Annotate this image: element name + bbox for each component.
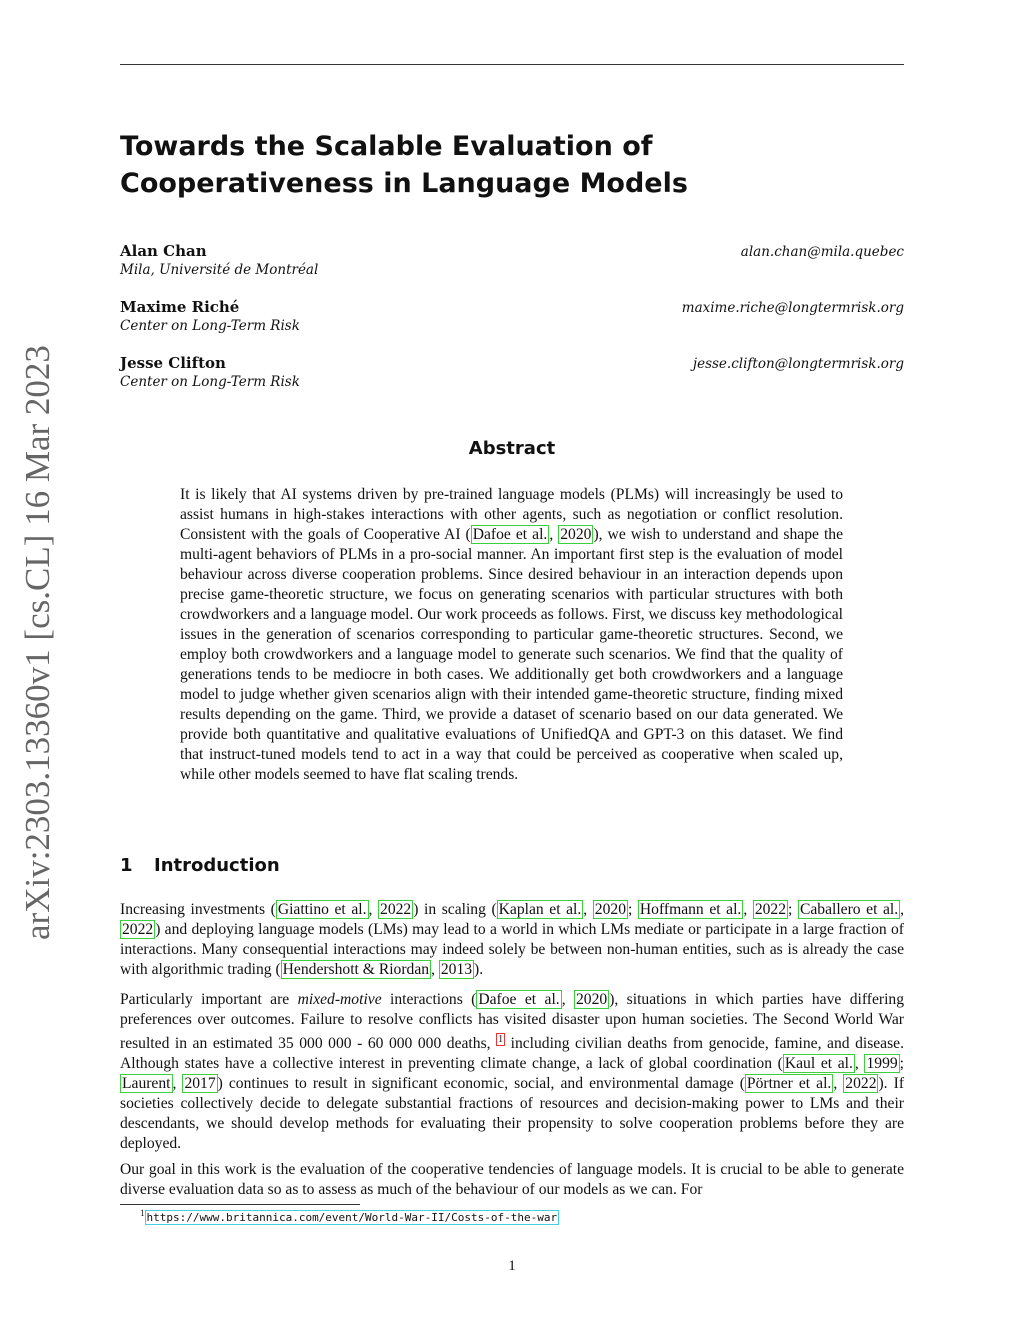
citation-link[interactable]: Kaul et al. (784, 1055, 853, 1073)
citation-link[interactable]: 2020 (594, 901, 626, 918)
author-affiliation: Center on Long-Term Risk (120, 374, 300, 390)
citation-link[interactable]: Hendershott & Riordan (282, 961, 430, 978)
arxiv-stamp: arXiv:2303.13360v1 [cs.CL] 16 Mar 2023 (18, 345, 57, 940)
body-paragraph: Particularly important are mixed-motive interactions ( Dafoe et al. , 2020 ), situations in which parties have differing preferences over outcomes. Failure to resolve conflicts has visited disaster upon human societies. The Second World War resulted in an estimated 35 000 000 - 60 000 000 deaths, $^1$ including civilian deaths from genocide, famine, and disease. Although states have a collective interest in preventing climate change, a lack of global coordination ( Kaul et al. , 1999 ; Laurent , 2017 ) continues to result in significant economic, social, and environmental damage ( Pörtner et al. , 2022 ). If societies collectively decide to delegate substantial fractions of resources and decision-making power to LMs and their descendants, we should develop methods for evaluating their propensity to solve cooperation problems before they are deployed. (120, 991, 905, 1153)
citation-link[interactable]: Pörtner et al. (746, 1075, 832, 1093)
abstract-heading: Abstract (468, 438, 556, 459)
author-entry (120, 297, 904, 353)
citation-link[interactable]: 2022 (754, 901, 787, 918)
citation-link[interactable]: Dafoe et al. (478, 991, 560, 1008)
body-paragraph: Increasing investments ( Giattino et al. , 2022 ) in scaling ( Kaplan et al. , 2020 ; Hoffmann et al. , 2022 ; Caballero et al. , 2022 ) and deploying language models (LMs) may lead to a world in which LMs mediate or participate in a large fraction of interactions. Many consequential interactions may indeed solely be between non-human entities, such as is already the case with algorithmic trading ( Hendershott & Riordan , 2013 ). (120, 901, 905, 978)
author-email: maxime.riche@longtermrisk.org (681, 300, 904, 316)
page-number: 1 (508, 1258, 516, 1274)
author-email: alan.chan@mila.quebec (740, 244, 904, 260)
citation-link[interactable]: 2022 (122, 921, 154, 938)
author-entry (120, 353, 904, 409)
footnote-rule (120, 1204, 360, 1205)
paper-title: Towards the Scalable Evaluation of Cooperativeness in Language Models (120, 131, 688, 199)
author-name: Jesse Clifton (120, 354, 226, 372)
section-number: 1 (120, 855, 133, 876)
citation-link[interactable]: 2022 (380, 901, 412, 918)
citation-link[interactable]: 2013 (440, 961, 473, 978)
author-name: Alan Chan (120, 242, 207, 260)
author-block (120, 241, 904, 409)
body-paragraph: Our goal in this work is the evaluation of the cooperative tendencies of language models. It is crucial to be able to generate diverse evaluation data so as to assess as much of the behaviour of our models as we can. For (120, 1161, 904, 1198)
author-entry (120, 241, 904, 297)
author-name: Maxime Riché (120, 298, 240, 316)
footnote-reference[interactable]: 1 (498, 1034, 504, 1045)
citation-link[interactable]: 2022 (845, 1075, 877, 1093)
citation-link[interactable]: 2017 (184, 1075, 216, 1093)
author-affiliation: Mila, Université de Montréal (120, 262, 319, 278)
citation-link[interactable]: Kaplan et al. (498, 901, 582, 918)
citation-link[interactable]: Dafoe et al. (472, 526, 548, 543)
citation-link[interactable]: Giattino et al. (277, 901, 367, 918)
footnote-url-link[interactable]: https://www.britannica.com/event/World-War-II/Costs-of-the-war (146, 1211, 558, 1224)
citation-link[interactable]: Hoffmann et al. (639, 901, 742, 918)
author-affiliation: Center on Long-Term Risk (120, 318, 300, 334)
citation-link[interactable]: 2020 (560, 526, 592, 543)
footnote (140, 1208, 559, 1225)
citation-link[interactable]: 1999 (866, 1055, 898, 1073)
section-heading (120, 855, 280, 876)
top-rule (120, 64, 904, 65)
section-title: Introduction (154, 855, 280, 876)
footnote-mark: 1 (140, 1208, 145, 1218)
citation-link[interactable]: Caballero et al. (799, 901, 899, 918)
citation-link[interactable]: 2020 (576, 991, 608, 1008)
citation-link[interactable]: Laurent (122, 1075, 171, 1093)
author-email: jesse.clifton@longtermrisk.org (692, 356, 904, 372)
abstract-text: It is likely that AI systems driven by pre-trained language models (PLMs) will increasingly be used to assist humans in high-stakes interactions with other agents, such as negotiation or conflict resolution. Consistent with the goals of Cooperative AI ( Dafoe et al. , 2020 ), we wish to understand and shape the multi-agent behaviors of PLMs in a pro-social manner. An important first step is the evaluation of model behaviour across diverse cooperation problems. Since desired behaviour in an interaction depends upon precise game-theoretic structure, we focus on generating scenarios with particular structures with both crowdworkers and a language model. Our work proceeds as follows. First, we discuss key methodological issues in the generation of scenarios corresponding to particular game-theoretic structures. Second, we employ both crowdworkers and a language model to generate such scenarios. We find that the quality of generations tends to be mediocre in both cases. We additionally get both crowdworkers and a language model to judge whether given scenarios align with their intended game-theoretic structure, finding mixed results depending on the game. Third, we provide a dataset of scenario based on our data generated. We provide both quantitative and qualitative evaluations of UnifiedQA and GPT-3 on this dataset. We find that instruct-tuned models tend to act in a way that could be perceived as cooperative when scaled up, while other models seemed to have flat scaling trends. (180, 486, 844, 783)
